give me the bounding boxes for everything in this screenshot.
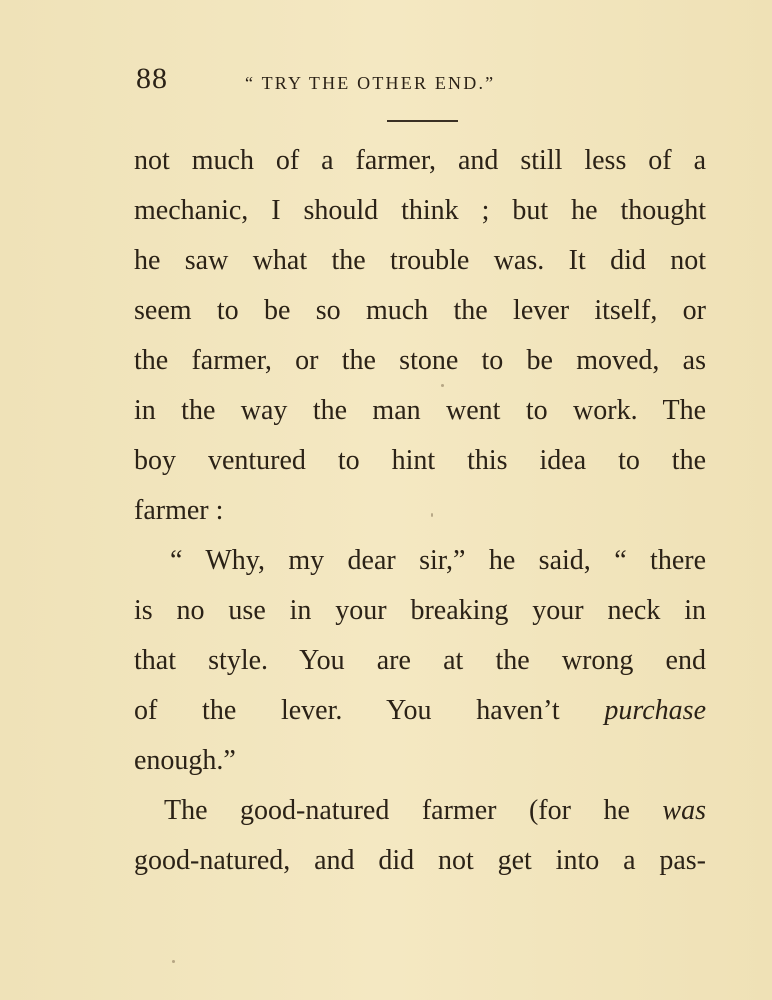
page-number: 88 (136, 62, 168, 95)
text-line-4: seem to be so much the lever itself, or (134, 295, 706, 326)
text-line-2: mechanic, I should think ; but he thought (134, 195, 706, 226)
text-line-14-start: The good-natured farmer (for he (164, 795, 663, 826)
body-text (134, 136, 706, 886)
text-line-9: “ Why, my dear sir,” he said, “ there (170, 545, 706, 576)
italic-was: was (662, 795, 706, 826)
running-title: “ TRY THE OTHER END.” (245, 73, 496, 93)
paper-speck (172, 960, 175, 963)
text-line-5: the farmer, or the stone to be moved, as (134, 345, 706, 376)
text-line-13: enough.” (134, 745, 236, 776)
text-line-12-start: of the lever. You haven’t (134, 695, 605, 726)
header-rule (387, 120, 458, 122)
text-line-10: is no use in your breaking your neck in (134, 595, 706, 626)
text-line-12 (134, 686, 706, 736)
paper-speck (431, 513, 433, 517)
text-line-7: boy ventured to hint this idea to the (134, 445, 706, 476)
running-head (136, 62, 706, 102)
paper-speck (441, 384, 444, 387)
italic-purchase: purchase (604, 695, 706, 726)
text-line-11: that style. You are at the wrong end (134, 645, 706, 676)
text-line-8: farmer : (134, 495, 224, 526)
text-line-15: good-natured, and did not get into a pas- (134, 845, 706, 876)
text-line-14 (134, 786, 706, 836)
text-line-1: not much of a farmer, and still less of a (134, 145, 706, 176)
text-line-3: he saw what the trouble was. It did not (134, 245, 706, 276)
text-line-6: in the way the man went to work. The (134, 395, 706, 426)
